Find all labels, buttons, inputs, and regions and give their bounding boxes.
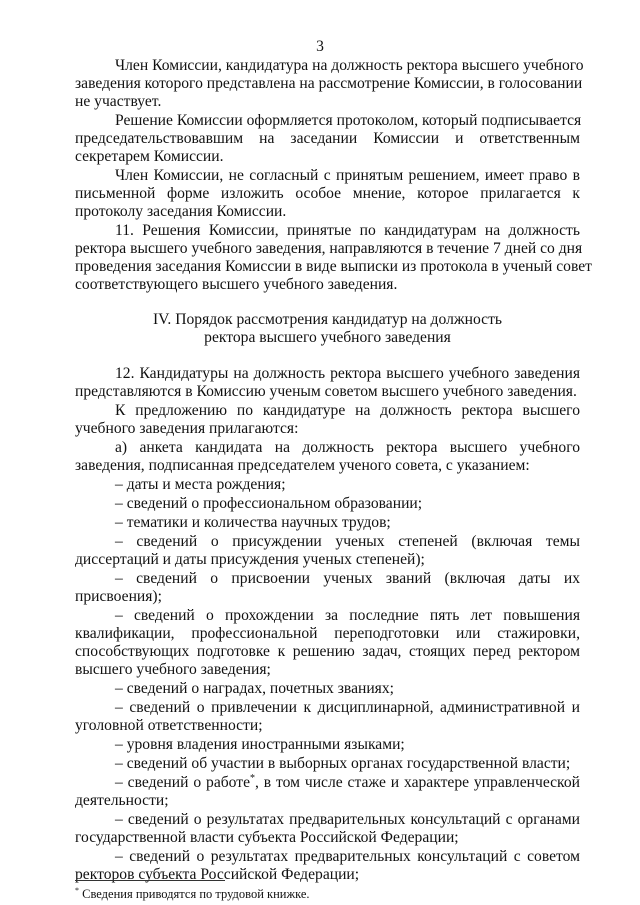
- text-line: К предложению по кандидатуре на должность ректора высшего: [115, 402, 580, 419]
- footnote-mark: *: [75, 885, 79, 895]
- text-line: 11. Решения Комиссии, принятые по кандидатурам на должность: [115, 222, 580, 239]
- text-line: Член Комиссии, кандидатура на должность ректора высшего учебного: [115, 57, 584, 74]
- text-line: 12. Кандидатуры на должность ректора высшего учебного заведения: [115, 365, 580, 382]
- list-item: – уровня владения иностранными языками;: [115, 736, 405, 753]
- text-line: не участвует.: [75, 93, 162, 110]
- list-item: – сведений об участии в выборных органах государственной власти;: [115, 755, 571, 772]
- list-item: – сведений о привлечении к дисциплинарной, административной и: [115, 699, 580, 716]
- footnote-text: Сведения приводятся по трудовой книжке.: [82, 887, 310, 901]
- section-heading: ректора высшего учебного заведения: [204, 329, 451, 346]
- footnote: [75, 887, 310, 901]
- footnote-reference: *: [250, 772, 255, 784]
- list-item: – сведений о наградах, почетных званиях;: [115, 680, 394, 697]
- text-line: протоколу заседания Комиссии.: [75, 203, 287, 220]
- text-line: письменной форме изложить особое мнение, которое прилагается к: [75, 185, 580, 202]
- section-heading: IV. Порядок рассмотрения кандидатур на должность: [152, 311, 503, 328]
- text-line: а) анкета кандидата на должность ректора высшего учебного: [115, 439, 580, 456]
- list-item: – даты и места рождения;: [115, 476, 286, 493]
- text-line: Член Комиссии, не согласный с принятым решением, имеет право в: [115, 167, 580, 184]
- text-line: присвоения);: [75, 588, 162, 605]
- text-line: заведения которого представлена на рассмотрение Комиссии, в голосовании: [75, 75, 583, 92]
- text-line: уголовной ответственности;: [75, 717, 263, 734]
- list-item: – сведений о прохождении за последние пять лет повышения: [115, 607, 580, 624]
- text-line: государственной власти субъекта Российской Федерации;: [75, 829, 459, 846]
- text-line: ректора высшего учебного заведения, направляются в течение 7 дней со дня: [75, 240, 583, 257]
- text-line: секретарем Комиссии.: [75, 148, 224, 165]
- text-line: соответствующего высшего учебного заведения.: [75, 276, 398, 293]
- text-line: деятельности;: [75, 792, 169, 809]
- list-item: – сведений о присвоении ученых званий (включая даты их: [115, 570, 580, 587]
- list-item: – сведений о присуждении ученых степеней (включая темы: [115, 533, 580, 550]
- text-line: диссертаций и даты присуждения ученых степеней);: [75, 551, 425, 568]
- list-item: – сведений о профессиональном образовании;: [115, 495, 423, 512]
- page-number: 3: [316, 38, 324, 55]
- text-line: квалификации, профессиональной переподготовки или стажировки,: [75, 625, 580, 642]
- text-line: заведения, подписанная председателем ученого совета, с указанием:: [75, 457, 530, 474]
- text-line: проведения заседания Комиссии в виде выписки из протокола в ученый совет: [75, 258, 592, 275]
- text-line: способствующих подготовке к решению задач, стоящих перед ректором: [75, 643, 580, 660]
- list-item: – тематики и количества научных трудов;: [115, 514, 391, 531]
- list-item: – сведений о результатах предварительных консультаций с советом: [115, 848, 580, 865]
- text-line: высшего учебного заведения;: [75, 661, 271, 678]
- text-line: Решение Комиссии оформляется протоколом, который подписывается: [115, 112, 582, 129]
- list-item-text: – сведений о работе: [115, 774, 250, 791]
- text-line: учебного заведения прилагаются:: [75, 420, 299, 437]
- text-line: ректоров субъекта Российской Федерации;: [75, 866, 360, 883]
- footnote-divider: [75, 880, 225, 881]
- list-item: – сведений о результатах предварительных консультаций с органами: [115, 811, 580, 828]
- list-item: [115, 774, 580, 792]
- list-item-text: , в том числе стаже и характере управленческой: [255, 774, 580, 791]
- text-line: представляются в Комиссию ученым советом высшего учебного заведения.: [75, 383, 577, 400]
- text-line: председательствовавшим на заседании Комиссии и ответственным: [75, 130, 580, 147]
